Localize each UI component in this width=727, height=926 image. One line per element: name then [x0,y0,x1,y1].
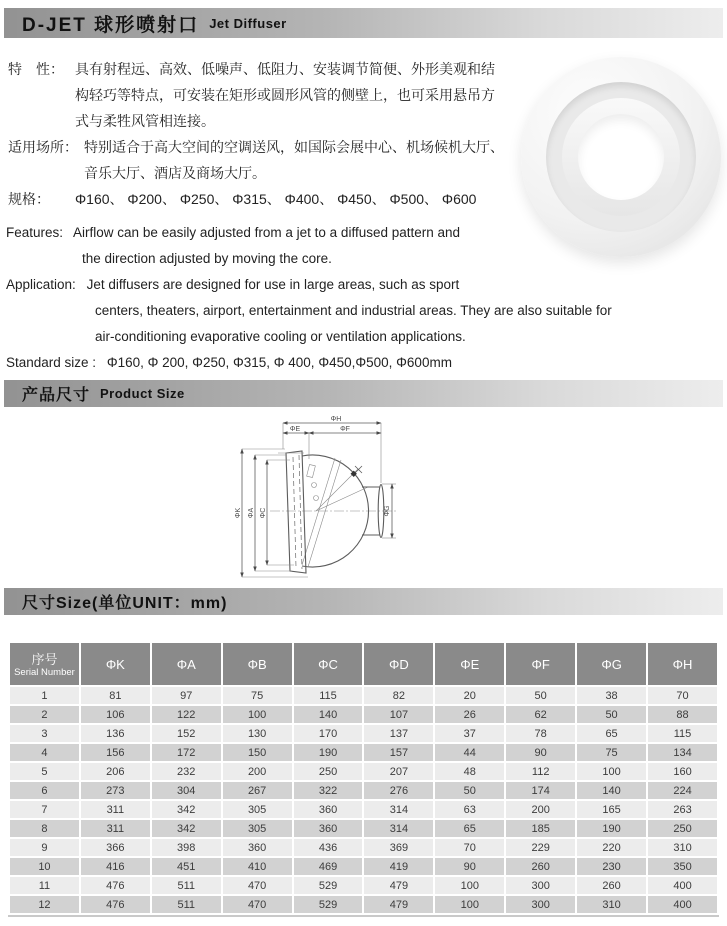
table-cell: 511 [152,896,221,913]
table-cell: 11 [10,877,79,894]
table-cell: 112 [506,763,575,780]
table-cell: 207 [364,763,433,780]
table-cell: 322 [294,782,363,799]
table-cell: 200 [506,801,575,818]
table-cell: 479 [364,896,433,913]
usage-paragraph [8,134,513,160]
table-cell: 70 [435,839,504,856]
table-cell: 260 [577,877,646,894]
table-cell: 263 [648,801,717,818]
diffuser-section-drawing [232,413,412,591]
product-photo-jet-diffuser [521,57,721,257]
column-header: ΦA [152,643,221,685]
table-row [10,801,717,818]
product-size-title-zh: 产品尺寸 [22,387,91,404]
table-cell: 360 [294,801,363,818]
table-cell: 106 [81,706,150,723]
standard-size-text: Φ160, Φ 200, Φ250, Φ315, Φ 400, Φ450,Φ500, Φ600mm [106,355,452,370]
table-cell: 232 [152,763,221,780]
table-cell: 314 [364,820,433,837]
diffuser-inner-ring [562,98,680,216]
diffuser-outer-ring [546,82,696,232]
feature-label: 特 性： [8,61,64,77]
chinese-description [8,56,513,212]
standard-size-label: Standard size : [6,355,97,370]
application-line-1: Jet diffusers are designed for use in large areas, such as sport [86,277,460,292]
table-cell: 78 [506,725,575,742]
table-cell: 469 [294,858,363,875]
table-cell: 419 [364,858,433,875]
table-cell: 82 [364,687,433,704]
table-cell: 115 [648,725,717,742]
feature-line-3: 式与柔牲风管相连接。 [75,113,215,129]
table-cell: 65 [577,725,646,742]
spec-paragraph [8,186,513,212]
feature-line-1: 具有射程远、高效、低噪声、低阻力、安装调节简便、外形美观和结 [75,61,495,77]
table-cell: 122 [152,706,221,723]
column-header: ΦK [81,643,150,685]
table-cell: 9 [10,839,79,856]
table-cell: 400 [648,896,717,913]
table-cell: 90 [435,858,504,875]
product-size-section-bar [4,380,723,407]
table-cell: 470 [223,877,292,894]
table-cell: 26 [435,706,504,723]
table-cell: 416 [81,858,150,875]
application-line-2: centers, theaters, airport, entertainment and industrial areas. They are also suitable for [95,303,612,318]
table-cell: 410 [223,858,292,875]
table-cell: 152 [152,725,221,742]
table-cell: 511 [152,877,221,894]
table-cell: 50 [577,706,646,723]
table-cell: 140 [294,706,363,723]
usage-label: 适用场所： [8,139,78,155]
table-cell: 479 [364,877,433,894]
table-cell: 37 [435,725,504,742]
table-cell: 310 [577,896,646,913]
table-cell: 267 [223,782,292,799]
table-cell: 342 [152,820,221,837]
table-row [10,687,717,704]
usage-line-1: 特别适合于高大空间的空调送风，如国际会展中心、机场候机大厅、 [84,139,504,155]
column-header: ΦD [364,643,433,685]
table-cell: 311 [81,801,150,818]
table-cell: 470 [223,896,292,913]
table-cell: 136 [81,725,150,742]
table-cell: 350 [648,858,717,875]
table-cell: 10 [10,858,79,875]
table-cell: 97 [152,687,221,704]
diffuser-core-hole [578,114,664,200]
table-cell: 360 [223,839,292,856]
table-cell: 8 [10,820,79,837]
table-cell: 1 [10,687,79,704]
table-cell: 366 [81,839,150,856]
table-cell: 172 [152,744,221,761]
dim-label-g: ΦG [384,505,391,517]
table-cell: 360 [294,820,363,837]
dim-label-k: ΦK [235,507,242,519]
table-cell: 300 [506,877,575,894]
table-cell: 369 [364,839,433,856]
table-cell: 137 [364,725,433,742]
spec-label: 规格： [8,191,50,207]
table-cell: 276 [364,782,433,799]
table-cell: 100 [435,877,504,894]
table-row [10,725,717,742]
table-cell: 305 [223,801,292,818]
table-cell: 44 [435,744,504,761]
size-table-wrap [8,641,719,915]
column-header: ΦC [294,643,363,685]
table-cell: 156 [81,744,150,761]
table-cell: 107 [364,706,433,723]
table-cell: 529 [294,896,363,913]
table-cell: 300 [506,896,575,913]
table-cell: 250 [294,763,363,780]
serial-header-en: Serial Number [14,667,75,678]
table-cell: 190 [294,744,363,761]
table-cell: 200 [223,763,292,780]
table-cell: 2 [10,706,79,723]
table-row [10,896,717,913]
table-cell: 100 [223,706,292,723]
table-cell: 160 [648,763,717,780]
table-cell: 314 [364,801,433,818]
column-header: ΦF [506,643,575,685]
table-cell: 140 [577,782,646,799]
page-title-bar [4,8,723,38]
table-bottom-rule [8,915,719,917]
table-cell: 476 [81,896,150,913]
table-cell: 90 [506,744,575,761]
table-row [10,763,717,780]
table-cell: 476 [81,877,150,894]
table-row [10,782,717,799]
table-cell: 62 [506,706,575,723]
table-cell: 529 [294,877,363,894]
dim-label-c: ΦC [260,507,267,519]
table-cell: 206 [81,763,150,780]
table-cell: 65 [435,820,504,837]
size-table-section-bar [4,588,723,615]
table-row [10,839,717,856]
table-cell: 75 [577,744,646,761]
table-cell: 48 [435,763,504,780]
table-cell: 150 [223,744,292,761]
table-cell: 304 [152,782,221,799]
dimension-drawing [0,407,727,588]
table-cell: 6 [10,782,79,799]
table-cell: 250 [648,820,717,837]
table-cell: 230 [577,858,646,875]
table-cell: 165 [577,801,646,818]
table-cell: 224 [648,782,717,799]
features-label: Features: [6,225,64,240]
table-cell: 38 [577,687,646,704]
table-cell: 185 [506,820,575,837]
table-row [10,820,717,837]
table-cell: 3 [10,725,79,742]
table-cell: 81 [81,687,150,704]
usage-line-2: 音乐大厅、酒店及商场大厅。 [84,165,266,181]
column-header: ΦB [223,643,292,685]
table-cell: 50 [506,687,575,704]
spec-text: Φ160、 Φ200、 Φ250、 Φ315、 Φ400、 Φ450、 Φ500、 Φ600 [75,191,477,207]
table-cell: 311 [81,820,150,837]
table-cell: 190 [577,820,646,837]
application-paragraph [6,272,722,298]
table-row [10,706,717,723]
table-cell: 260 [506,858,575,875]
column-header: ΦH [648,643,717,685]
dim-label-h: ΦH [330,416,342,423]
table-header-row [10,643,717,685]
page-title-zh: D-JET 球形喷射口 [22,14,200,36]
table-cell: 157 [364,744,433,761]
column-header: ΦE [435,643,504,685]
table-cell: 70 [648,687,717,704]
table-cell: 7 [10,801,79,818]
table-cell: 220 [577,839,646,856]
dim-label-f: ΦF [340,426,350,433]
table-body [10,687,717,913]
table-cell: 310 [648,839,717,856]
dim-label-a: ΦA [248,507,255,519]
table-cell: 134 [648,744,717,761]
table-row [10,858,717,875]
table-cell: 170 [294,725,363,742]
table-cell: 398 [152,839,221,856]
size-table-title: 尺寸Size(单位UNIT：mm) [22,595,228,612]
table-cell: 115 [294,687,363,704]
table-cell: 63 [435,801,504,818]
serial-number-header [10,643,79,685]
features-line-1: Airflow can be easily adjusted from a jet to a diffused pattern and [73,225,461,240]
table-row [10,877,717,894]
table-cell: 130 [223,725,292,742]
table-cell: 88 [648,706,717,723]
feature-paragraph [8,56,513,82]
table-cell: 100 [435,896,504,913]
feature-line-2: 构轻巧等特点，可安装在矩形或圆形风管的侧壁上，也可采用悬吊方 [75,87,495,103]
column-header: ΦG [577,643,646,685]
table-row [10,744,717,761]
table-cell: 5 [10,763,79,780]
table-cell: 100 [577,763,646,780]
table-cell: 12 [10,896,79,913]
page-title-en: Jet Diffuser [209,15,287,31]
table-cell: 20 [435,687,504,704]
table-cell: 273 [81,782,150,799]
size-table [8,641,719,915]
table-cell: 451 [152,858,221,875]
table-cell: 436 [294,839,363,856]
application-line-3: air-conditioning evaporative cooling or ventilation applications. [95,329,466,344]
product-size-title-en: Product Size [100,386,185,401]
table-cell: 4 [10,744,79,761]
table-cell: 174 [506,782,575,799]
standard-size-paragraph [6,350,722,376]
application-label: Application: [6,277,76,292]
dim-label-e: ΦE [289,426,301,433]
serial-header-zh: 序号 [31,652,58,667]
table-cell: 75 [223,687,292,704]
features-line-2: the direction adjusted by moving the core. [82,251,332,266]
table-cell: 50 [435,782,504,799]
table-cell: 305 [223,820,292,837]
table-cell: 400 [648,877,717,894]
table-cell: 229 [506,839,575,856]
table-cell: 342 [152,801,221,818]
